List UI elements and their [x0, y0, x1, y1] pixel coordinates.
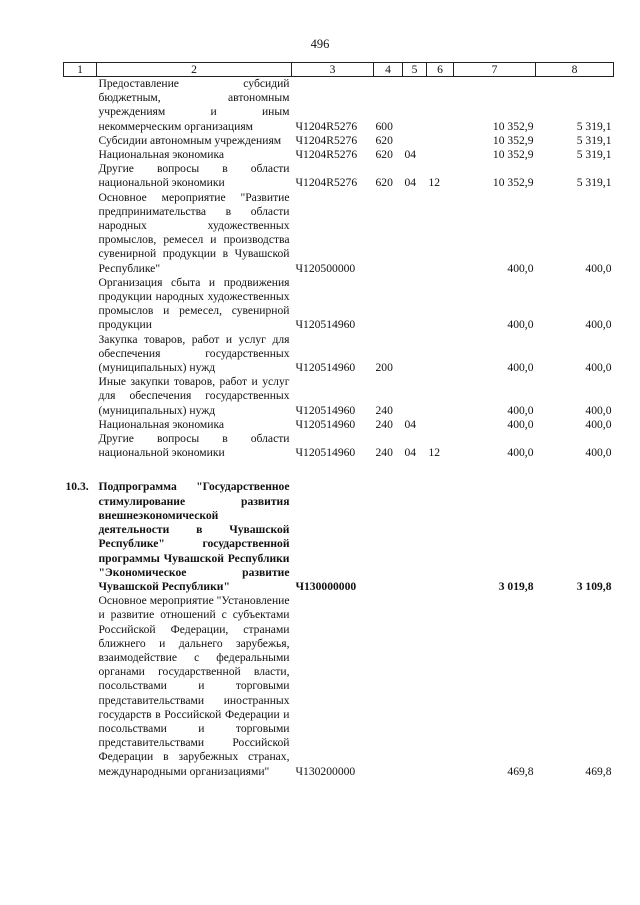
- target-code: Ч130200000: [295, 764, 356, 778]
- target-code: Ч1204R5276: [295, 133, 358, 147]
- item-name: Другие вопросы в области национальной экономики: [98, 162, 290, 190]
- col-header-2: 2: [97, 63, 292, 77]
- item-name: Основное мероприятие "Установление и развитие отношений с субъектами Российской Федерации, странами ближнего и дальнего зарубежья, взаимодействие с федеральными органами государственной власти, посольствами и торговыми представительствами иностранных государств в Российской Федерации и посольствами и торговыми представительствами Российской Федерации в зарубежных странах, международными организациями": [98, 594, 290, 778]
- table-row: [64, 148, 614, 162]
- page-number: 496: [310, 37, 330, 51]
- expense-type: 620: [375, 176, 393, 190]
- table-row: [64, 375, 614, 418]
- amount-year-1: 400,0: [507, 446, 534, 460]
- subsection-code: [427, 594, 454, 779]
- section-number: [64, 594, 97, 779]
- expense-type: 240: [375, 446, 393, 460]
- subsection-code: [427, 148, 454, 162]
- table-row: [64, 480, 614, 594]
- budget-table: [63, 62, 614, 779]
- subsection-code: [427, 134, 454, 148]
- table-row: [64, 77, 614, 134]
- target-code: Ч120514960: [295, 403, 356, 417]
- amount-year-1: 400,0: [507, 318, 534, 332]
- subsection-code: [427, 375, 454, 418]
- section-code: [403, 134, 427, 148]
- amount-year-2: 469,8: [585, 764, 612, 778]
- section-number: [64, 375, 97, 418]
- expense-type: 200: [375, 361, 393, 375]
- amount-year-2: 400,0: [585, 361, 612, 375]
- col-header-8: 8: [536, 63, 614, 77]
- target-code: Ч120514960: [295, 318, 356, 332]
- amount-year-1: 400,0: [507, 417, 534, 431]
- target-code: Ч120514960: [295, 446, 356, 460]
- section-number: [64, 162, 97, 190]
- section-number: [64, 77, 97, 134]
- col-header-6: 6: [427, 63, 454, 77]
- amount-year-2: 3 109,8: [576, 579, 612, 593]
- expense-type: [374, 276, 403, 333]
- section-code: [403, 333, 427, 376]
- section-code: [403, 191, 427, 276]
- subsection-code: [427, 276, 454, 333]
- col-header-7: 7: [454, 63, 536, 77]
- subsection-code: 12: [428, 176, 441, 190]
- section-code: [403, 77, 427, 134]
- item-name: Предоставление субсидий бюджетным, автономным учреждениям и иным некоммерческим организациям: [98, 77, 290, 133]
- item-name: Национальная экономика: [98, 417, 225, 431]
- section-code: 04: [404, 446, 417, 460]
- section-code: [403, 594, 427, 779]
- amount-year-1: 400,0: [507, 261, 534, 275]
- amount-year-1: 3 019,8: [498, 579, 534, 593]
- col-header-3: 3: [292, 63, 374, 77]
- amount-year-1: 10 352,9: [492, 148, 534, 162]
- amount-year-2: 400,0: [585, 261, 612, 275]
- table-row: [64, 333, 614, 376]
- amount-year-1: 400,0: [507, 361, 534, 375]
- expense-type: [374, 191, 403, 276]
- col-header-5: 5: [403, 63, 427, 77]
- amount-year-2: 400,0: [585, 446, 612, 460]
- target-code: Ч130000000: [295, 579, 357, 593]
- section-number: [64, 148, 97, 162]
- amount-year-1: 400,0: [507, 403, 534, 417]
- section-number: [64, 191, 97, 276]
- target-code: Ч1204R5276: [295, 119, 358, 133]
- item-name: Основное мероприятие "Развитие предпринимательства в области народных художественных промыслов, ремесел и производства сувенирной продукции в Чувашской Республике": [98, 190, 290, 275]
- item-name: Подпрограмма "Государственное стимулирование развития внешнеэкономической деятельности в Чувашской Республике" государственной программы Чувашской Республики "Экономическое развитие Чувашской Республики": [98, 480, 290, 593]
- amount-year-2: 5 319,1: [576, 148, 612, 162]
- expense-type: 620: [375, 148, 393, 162]
- item-name: Другие вопросы в области национальной экономики: [98, 432, 290, 460]
- amount-year-2: 5 319,1: [576, 119, 612, 133]
- table-row: [64, 418, 614, 432]
- target-code: Ч1204R5276: [295, 148, 358, 162]
- target-code: Ч120514960: [295, 417, 356, 431]
- subsection-code: 12: [428, 446, 441, 460]
- expense-type: 240: [375, 417, 393, 431]
- expense-type: [374, 480, 403, 594]
- amount-year-2: 5 319,1: [576, 176, 612, 190]
- column-number-header: [64, 63, 614, 77]
- section-number: [64, 333, 97, 376]
- table-row: [64, 191, 614, 276]
- table-row: [64, 162, 614, 190]
- section-number: [64, 418, 97, 432]
- item-name: Субсидии автономным учреждениям: [98, 133, 282, 147]
- subsection-code: [427, 333, 454, 376]
- item-name: Закупка товаров, работ и услуг для обеспечения государственных (муниципальных) нужд: [98, 332, 290, 375]
- expense-type: [374, 594, 403, 779]
- row-spacer: [64, 460, 614, 480]
- section-number: [64, 432, 97, 460]
- section-number: [64, 276, 97, 333]
- subsection-code: [427, 77, 454, 134]
- item-name: Иные закупки товаров, работ и услуг для обеспечения государственных (муниципальных) нужд: [98, 375, 290, 417]
- amount-year-1: 10 352,9: [492, 176, 534, 190]
- expense-type: 240: [375, 403, 393, 417]
- section-code: 04: [404, 148, 417, 162]
- section-code: [403, 276, 427, 333]
- amount-year-2: 400,0: [585, 403, 612, 417]
- target-code: Ч120514960: [295, 361, 356, 375]
- subsection-code: [427, 480, 454, 594]
- col-header-1: 1: [64, 63, 97, 77]
- target-code: Ч120500000: [295, 261, 356, 275]
- item-name: Национальная экономика: [98, 148, 225, 162]
- table-row: [64, 432, 614, 460]
- item-name: Организация сбыта и продвижения продукции народных художественных промыслов и ремесел, сувенирной продукции: [98, 275, 290, 332]
- table-row: [64, 134, 614, 148]
- amount-year-2: 400,0: [585, 318, 612, 332]
- section-code: 04: [404, 417, 417, 431]
- amount-year-2: 400,0: [585, 417, 612, 431]
- amount-year-1: 469,8: [507, 764, 534, 778]
- section-code: [403, 375, 427, 418]
- expense-type: 600: [375, 119, 393, 133]
- amount-year-1: 10 352,9: [492, 133, 534, 147]
- section-code: [403, 480, 427, 594]
- section-number: 10.3.: [65, 480, 89, 494]
- amount-year-2: 5 319,1: [576, 133, 612, 147]
- subsection-code: [427, 418, 454, 432]
- section-code: 04: [404, 176, 417, 190]
- expense-type: 620: [375, 133, 393, 147]
- subsection-code: [427, 191, 454, 276]
- target-code: Ч1204R5276: [295, 176, 358, 190]
- col-header-4: 4: [374, 63, 403, 77]
- table-row: [64, 276, 614, 333]
- section-number: [64, 134, 97, 148]
- amount-year-1: 10 352,9: [492, 119, 534, 133]
- table-row: [64, 594, 614, 779]
